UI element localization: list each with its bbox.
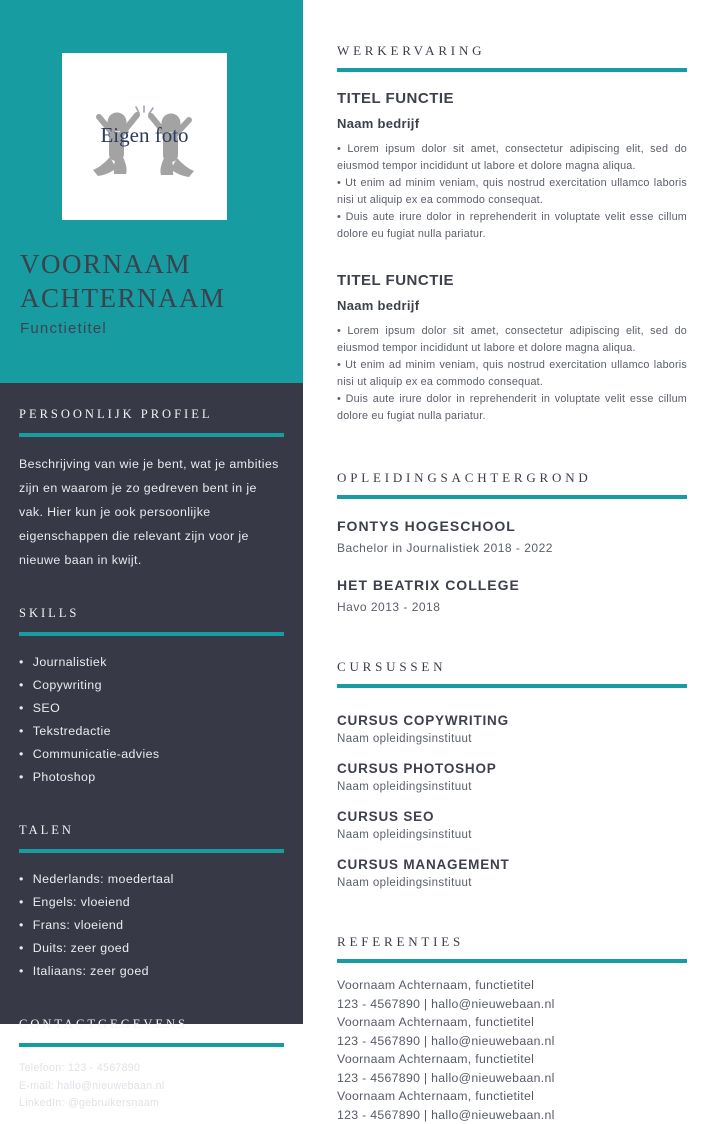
skill-item: • Communicatie-advies bbox=[19, 743, 284, 766]
contact-email: E-mail: hallo@nieuwebaan.nl bbox=[19, 1078, 284, 1096]
job-title: TITEL FUNCTIE bbox=[337, 272, 687, 289]
language-item: • Frans: vloeiend bbox=[19, 914, 284, 937]
contact-section bbox=[19, 1017, 284, 1113]
sidebar-content bbox=[0, 383, 303, 1113]
section-divider bbox=[337, 68, 687, 72]
degree-detail: Havo 2013 - 2018 bbox=[337, 600, 687, 614]
references-heading: REFERENTIES bbox=[337, 934, 687, 950]
job-bullet-list bbox=[337, 323, 687, 425]
skills-section bbox=[19, 606, 284, 789]
section-divider bbox=[19, 433, 284, 437]
courses-section bbox=[337, 659, 687, 889]
references-section bbox=[337, 934, 687, 1124]
reference-contact: 123 - 4567890 | hallo@nieuwebaan.nl bbox=[337, 995, 687, 1014]
course-title: CURSUS PHOTOSHOP bbox=[337, 761, 687, 776]
candidate-name bbox=[20, 247, 226, 315]
degree-detail: Bachelor in Journalistiek 2018 - 2022 bbox=[337, 541, 687, 555]
skill-item: • Tekstredactie bbox=[19, 720, 284, 743]
job-entry bbox=[337, 272, 687, 425]
language-item: • Nederlands: moedertaal bbox=[19, 868, 284, 891]
job-company: Naam bedrijf bbox=[337, 116, 687, 131]
skill-item: • Journalistiek bbox=[19, 651, 284, 674]
course-institute: Naam opleidingsinstituut bbox=[337, 781, 687, 793]
languages-heading: TALEN bbox=[19, 823, 284, 838]
course-title: CURSUS SEO bbox=[337, 809, 687, 824]
reference-list bbox=[337, 976, 687, 1124]
job-bullet: • Duis aute irure dolor in reprehenderit in voluptate velit esse cillum dolore eu fugiat nulla pariatur. bbox=[337, 209, 687, 243]
candidate-job-title: Functietitel bbox=[20, 320, 107, 337]
job-bullet: • Duis aute irure dolor in reprehenderit in voluptate velit esse cillum dolore eu fugiat nulla pariatur. bbox=[337, 391, 687, 425]
profile-heading: PERSOONLIJK PROFIEL bbox=[19, 407, 284, 422]
job-bullet: • Ut enim ad minim veniam, quis nostrud exercitation ullamco laboris nisi ut aliquip ex ea commodo consequat. bbox=[337, 357, 687, 391]
skill-item: • Copywriting bbox=[19, 674, 284, 697]
section-divider bbox=[19, 849, 284, 853]
course-institute: Naam opleidingsinstituut bbox=[337, 733, 687, 745]
education-heading: OPLEIDINGSACHTERGROND bbox=[337, 470, 687, 486]
sidebar bbox=[0, 0, 303, 1024]
languages-section bbox=[19, 823, 284, 983]
photo-placeholder-label: Eigen foto bbox=[62, 123, 227, 148]
reference-name: Voornaam Achternaam, functietitel bbox=[337, 976, 687, 995]
language-item: • Italiaans: zeer goed bbox=[19, 960, 284, 983]
reference-name: Voornaam Achternaam, functietitel bbox=[337, 1050, 687, 1069]
section-divider bbox=[337, 495, 687, 499]
languages-list bbox=[19, 868, 284, 983]
main-content bbox=[337, 0, 687, 1124]
reference-contact: 123 - 4567890 | hallo@nieuwebaan.nl bbox=[337, 1106, 687, 1124]
contact-heading: CONTACTGEGEVENS bbox=[19, 1017, 284, 1032]
profile-text: Beschrijving van wie je bent, wat je ambities zijn en waarom je zo gedreven bent in je vak. Hier kun je ook persoonlijke eigenschappen die relevant zijn voor je nieuwe baan in kwijt. bbox=[19, 452, 284, 572]
language-item: • Duits: zeer goed bbox=[19, 937, 284, 960]
experience-heading: WERKERVARING bbox=[337, 43, 687, 59]
education-entry bbox=[337, 577, 687, 614]
job-entry bbox=[337, 90, 687, 243]
course-entry bbox=[337, 809, 687, 841]
education-entry bbox=[337, 518, 687, 555]
course-institute: Naam opleidingsinstituut bbox=[337, 877, 687, 889]
job-company: Naam bedrijf bbox=[337, 298, 687, 313]
section-divider bbox=[337, 959, 687, 963]
courses-heading: CURSUSSEN bbox=[337, 659, 687, 675]
school-name: HET BEATRIX COLLEGE bbox=[337, 577, 687, 593]
job-bullet-list bbox=[337, 141, 687, 243]
course-title: CURSUS COPYWRITING bbox=[337, 713, 687, 728]
course-entry bbox=[337, 761, 687, 793]
high-five-people-icon bbox=[79, 105, 209, 197]
contact-phone: Telefoon: 123 - 4567890 bbox=[19, 1060, 284, 1078]
course-institute: Naam opleidingsinstituut bbox=[337, 829, 687, 841]
first-name: VOORNAAM bbox=[20, 247, 226, 281]
skill-item: • Photoshop bbox=[19, 766, 284, 789]
job-bullet: • Lorem ipsum dolor sit amet, consectetur adipiscing elit, sed do eiusmod tempor incididunt ut labore et dolore magna aliqua. bbox=[337, 323, 687, 357]
language-item: • Engels: vloeiend bbox=[19, 891, 284, 914]
reference-name: Voornaam Achternaam, functietitel bbox=[337, 1087, 687, 1106]
reference-name: Voornaam Achternaam, functietitel bbox=[337, 1013, 687, 1032]
course-entry bbox=[337, 857, 687, 889]
profile-section bbox=[19, 407, 284, 572]
section-divider bbox=[337, 684, 687, 688]
job-bullet: • Ut enim ad minim veniam, quis nostrud exercitation ullamco laboris nisi ut aliquip ex ea commodo consequat. bbox=[337, 175, 687, 209]
skills-list bbox=[19, 651, 284, 789]
section-divider bbox=[19, 1043, 284, 1047]
reference-contact: 123 - 4567890 | hallo@nieuwebaan.nl bbox=[337, 1069, 687, 1088]
education-section bbox=[337, 470, 687, 614]
contact-list bbox=[19, 1060, 284, 1113]
reference-contact: 123 - 4567890 | hallo@nieuwebaan.nl bbox=[337, 1032, 687, 1051]
experience-section bbox=[337, 43, 687, 425]
last-name: ACHTERNAAM bbox=[20, 281, 226, 315]
photo-placeholder bbox=[62, 53, 227, 220]
course-title: CURSUS MANAGEMENT bbox=[337, 857, 687, 872]
course-entry bbox=[337, 713, 687, 745]
skills-heading: SKILLS bbox=[19, 606, 284, 621]
contact-linkedin: LinkedIn: @gebruikersnaam bbox=[19, 1095, 284, 1113]
skill-item: • SEO bbox=[19, 697, 284, 720]
course-list bbox=[337, 713, 687, 889]
school-name: FONTYS HOGESCHOOL bbox=[337, 518, 687, 534]
section-divider bbox=[19, 632, 284, 636]
job-bullet: • Lorem ipsum dolor sit amet, consectetur adipiscing elit, sed do eiusmod tempor incididunt ut labore et dolore magna aliqua. bbox=[337, 141, 687, 175]
job-title: TITEL FUNCTIE bbox=[337, 90, 687, 107]
